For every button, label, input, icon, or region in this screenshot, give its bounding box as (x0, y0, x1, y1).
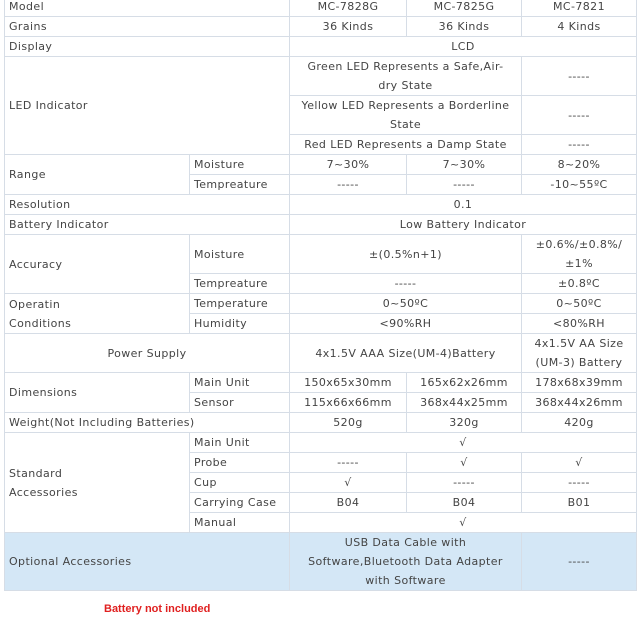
spec-table (4, 0, 637, 591)
cell: ±(0.5%n+1) (290, 235, 522, 274)
label-optional-accessories: Optional Accessories (5, 533, 290, 591)
cell: 368x44x25mm (407, 393, 522, 413)
cell: 4 Kinds (522, 17, 637, 37)
cell: <80%RH (522, 314, 637, 334)
row-operating-temperature (5, 294, 637, 314)
label-display: Display (5, 37, 290, 57)
cell: B01 (522, 493, 637, 513)
label-dimensions: Dimensions (5, 373, 190, 413)
cell: 165x62x26mm (407, 373, 522, 393)
sublabel: Tempreature (190, 274, 290, 294)
cell: 368x44x26mm (522, 393, 637, 413)
sublabel: Manual (190, 513, 290, 533)
cell: ----- (290, 453, 407, 473)
cell: 7~30% (407, 155, 522, 175)
label-operating-conditions: Operatin Conditions (5, 294, 190, 334)
label-grains: Grains (5, 17, 290, 37)
cell: ----- (522, 96, 637, 135)
row-std-main-unit (5, 433, 637, 453)
row-model (5, 0, 637, 17)
row-led-green (5, 57, 637, 96)
cell: 7~30% (290, 155, 407, 175)
cell: ----- (290, 274, 522, 294)
label-weight: Weight(Not Including Batteries) (5, 413, 290, 433)
cell: ----- (407, 175, 522, 195)
cell: 36 Kinds (407, 17, 522, 37)
led-green-text: Green LED Represents a Safe,Air-dry State (290, 57, 522, 96)
row-dimensions-main (5, 373, 637, 393)
cell: 178x68x39mm (522, 373, 637, 393)
row-grains (5, 17, 637, 37)
cell: 520g (290, 413, 407, 433)
cell: ----- (522, 533, 637, 591)
cell: 150x65x30mm (290, 373, 407, 393)
row-resolution (5, 195, 637, 215)
label-accuracy: Accuracy (5, 235, 190, 294)
model-mc7825g: MC-7825G (407, 0, 522, 17)
cell: USB Data Cable with Software,Bluetooth Data Adapter with Software (290, 533, 522, 591)
sublabel: Temperature (190, 294, 290, 314)
cell: LCD (290, 37, 637, 57)
sublabel: Main Unit (190, 373, 290, 393)
label-led-indicator: LED Indicator (5, 57, 290, 155)
cell: -10~55ºC (522, 175, 637, 195)
sublabel: Tempreature (190, 175, 290, 195)
row-accuracy-moisture (5, 235, 637, 274)
cell: 0~50ºC (522, 294, 637, 314)
cell: ±0.8ºC (522, 274, 637, 294)
label-power-supply: Power Supply (5, 334, 290, 373)
cell: B04 (407, 493, 522, 513)
cell: ±0.6%/±0.8%/±1% (522, 235, 637, 274)
row-weight (5, 413, 637, 433)
row-battery-indicator (5, 215, 637, 235)
label-battery-indicator: Battery Indicator (5, 215, 290, 235)
cell: √ (407, 453, 522, 473)
sublabel: Humidity (190, 314, 290, 334)
cell: 4x1.5V AAA Size(UM-4)Battery (290, 334, 522, 373)
sublabel: Moisture (190, 235, 290, 274)
cell: ----- (522, 57, 637, 96)
cell: ----- (290, 175, 407, 195)
sublabel: Moisture (190, 155, 290, 175)
cell: ----- (407, 473, 522, 493)
sublabel: Main Unit (190, 433, 290, 453)
cell: √ (522, 453, 637, 473)
row-range-moisture (5, 155, 637, 175)
cell: <90%RH (290, 314, 522, 334)
cell: ----- (522, 135, 637, 155)
model-mc7828g: MC-7828G (290, 0, 407, 17)
cell: √ (290, 473, 407, 493)
check-mark: √ (290, 513, 637, 533)
battery-note: Battery not included (104, 603, 211, 615)
row-power-supply (5, 334, 637, 373)
cell: 36 Kinds (290, 17, 407, 37)
sublabel: Probe (190, 453, 290, 473)
cell: 0~50ºC (290, 294, 522, 314)
label-standard-accessories: Standard Accessories (5, 433, 190, 533)
model-mc7821: MC-7821 (522, 0, 637, 17)
cell: 115x66x66mm (290, 393, 407, 413)
led-red-text: Red LED Represents a Damp State (290, 135, 522, 155)
cell: 8~20% (522, 155, 637, 175)
cell: ----- (522, 473, 637, 493)
cell: Low Battery Indicator (290, 215, 637, 235)
led-yellow-text: Yellow LED Represents a Borderline State (290, 96, 522, 135)
cell: B04 (290, 493, 407, 513)
sublabel: Carrying Case (190, 493, 290, 513)
label-resolution: Resolution (5, 195, 290, 215)
cell: 4x1.5V AA Size (UM-3) Battery (522, 334, 637, 373)
label-range: Range (5, 155, 190, 195)
check-mark: √ (290, 433, 637, 453)
row-display (5, 37, 637, 57)
label-model: Model (5, 0, 290, 17)
cell: 320g (407, 413, 522, 433)
sublabel: Cup (190, 473, 290, 493)
sublabel: Sensor (190, 393, 290, 413)
cell: 420g (522, 413, 637, 433)
cell: 0.1 (290, 195, 637, 215)
row-optional-accessories (5, 533, 637, 591)
